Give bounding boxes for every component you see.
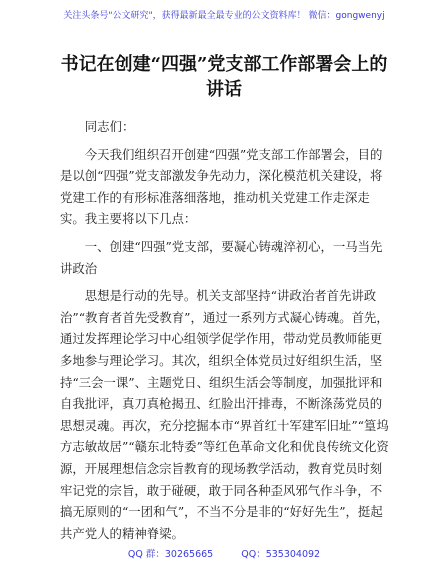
section-heading-1: 一、创建“四强”党支部，要凝心铸魂淬初心，一马当先讲政治 [60,238,383,276]
header-banner: 关注头条号"公文研究"，获得最新最全最专业的公文资料库！ 微信：gongwenyj [63,11,385,21]
footer-contact [0,546,448,560]
footer-qq: QQ：535304092 [241,549,321,560]
document-title: 书记在创建“四强”党支部工作部署会上的讲话 [60,54,388,100]
intro-paragraph: 今天我们组织召开创建“四强”党支部工作部署会，目的是以创“四强”党支部激发争先动力，深化模范机关建设，将党建工作的有形标准落细落地，推动机关党建工作走深走实。我主要将以下几点： [60,146,383,227]
document-body [60,116,390,550]
body-paragraph: 思想是行动的先导。机关支部坚持“讲政治者首先讲政治”“教育者首先受教育”，通过一系列方式凝心铸魂。首先，通过发挥理论学习中心组领学促学作用，带动党员教师能更多地参与理论学习。其次，组织全体党员过好组织生活，坚持“三会一课”、主题党日、组织生活会等制度，加强批评和自我批评，真刀真枪揭丑、红脸出汗排毒，不断涤荡党员的思想灵魂。再次，充分挖掘本市“界首红十军建军旧址”“篁坞方志敏故居”“赣东北特委”等红色革命文化和优良传统文化资源，开展理想信念宗旨教育的现场教学活动，教育党员时刻牢记党的宗旨，敢于碰硬，敢于同各种歪风邪气作斗争，不搞无原则的“一团和气”，不当不分是非的“好好先生”，挺起共产党人的精神脊梁。 [60,288,389,541]
greeting: 同志们： [84,119,135,134]
footer-qq-group: QQ 群：30265665 [127,549,214,560]
